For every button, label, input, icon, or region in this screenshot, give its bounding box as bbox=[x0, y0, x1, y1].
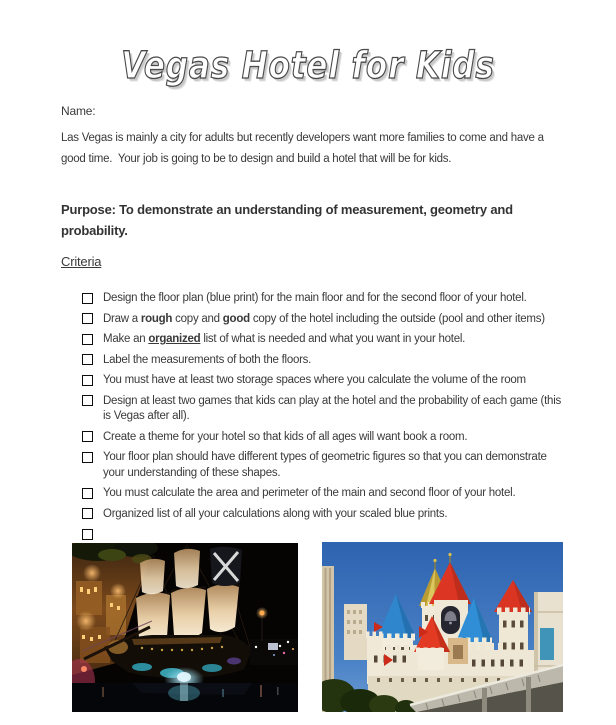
checklist-item bbox=[82, 332, 561, 348]
checklist-item-text: Your floor plan should have different types of geometric figures so that you can demonstrate your understanding of these shapes. bbox=[103, 451, 547, 479]
photo-row bbox=[72, 542, 563, 712]
checklist-item bbox=[82, 450, 561, 481]
checklist-item bbox=[82, 486, 561, 502]
ship-sails bbox=[136, 547, 242, 642]
checklist-item bbox=[82, 527, 561, 541]
checklist-item-text: Draw a rough copy and good copy of the hotel including the outside (pool and other items) bbox=[103, 312, 545, 325]
checklist-item-text: Design the floor plan (blue print) for the main floor and for the second floor of your hotel. bbox=[103, 292, 527, 304]
checkbox-icon bbox=[82, 488, 93, 499]
water-reflections bbox=[72, 683, 298, 712]
intro-paragraph bbox=[61, 128, 544, 170]
checklist-item-text: Label the measurements of both the floors. bbox=[103, 353, 312, 366]
checkbox-icon bbox=[82, 508, 93, 519]
checklist-item bbox=[82, 430, 561, 446]
checklist-item-text: Create a theme for your hotel so that kids of all ages will want book a room. bbox=[103, 430, 468, 443]
checkbox-icon bbox=[82, 313, 93, 324]
purpose-line-2: probability. bbox=[61, 223, 128, 238]
criteria-checklist bbox=[82, 291, 561, 546]
checklist-item-text: Organized list of all your calculations along with your scaled blue prints. bbox=[103, 507, 448, 520]
checkbox-icon bbox=[82, 334, 93, 345]
name-label: Name: bbox=[61, 104, 96, 118]
checklist-item bbox=[82, 291, 561, 307]
checkbox-icon bbox=[82, 431, 93, 442]
checkbox-icon bbox=[82, 293, 93, 304]
pirate-ship-night-photo bbox=[72, 543, 298, 712]
checkbox-icon bbox=[82, 395, 93, 406]
purpose-line-1: Purpose: To demonstrate an understanding of measurement, geometry and bbox=[61, 202, 513, 217]
checklist-item bbox=[82, 507, 561, 523]
checklist-item-text: Design at least two games that kids can play at the hotel and the probability of each game (this is Vegas after all). bbox=[103, 394, 562, 422]
checklist-item bbox=[82, 353, 561, 369]
excalibur-castle-photo bbox=[322, 542, 563, 712]
checklist-item-text: Make an organized list of what is needed and what you want in your hotel. bbox=[103, 333, 466, 345]
checklist-item bbox=[82, 394, 561, 425]
checkbox-icon bbox=[82, 529, 93, 540]
checklist-item bbox=[82, 373, 561, 389]
page-title: Vegas Hotel for Kids bbox=[121, 44, 495, 87]
checklist-item-text: You must calculate the area and perimeter of the main and second floor of your hotel. bbox=[103, 487, 516, 499]
criteria-heading: Criteria bbox=[61, 254, 102, 269]
intro-line-2: good time. Your job is going to be to design and build a hotel that will be for kids. bbox=[61, 153, 452, 165]
checkbox-icon bbox=[82, 354, 93, 365]
checkbox-icon bbox=[82, 452, 93, 463]
purpose-heading bbox=[61, 199, 513, 241]
checkbox-icon bbox=[82, 375, 93, 386]
checklist-item-text: You must have at least two storage spaces where you calculate the volume of the room bbox=[103, 374, 526, 386]
checklist-item bbox=[82, 312, 561, 328]
intro-line-1: Las Vegas is mainly a city for adults but recently developers want more families to come and have a bbox=[61, 132, 544, 144]
